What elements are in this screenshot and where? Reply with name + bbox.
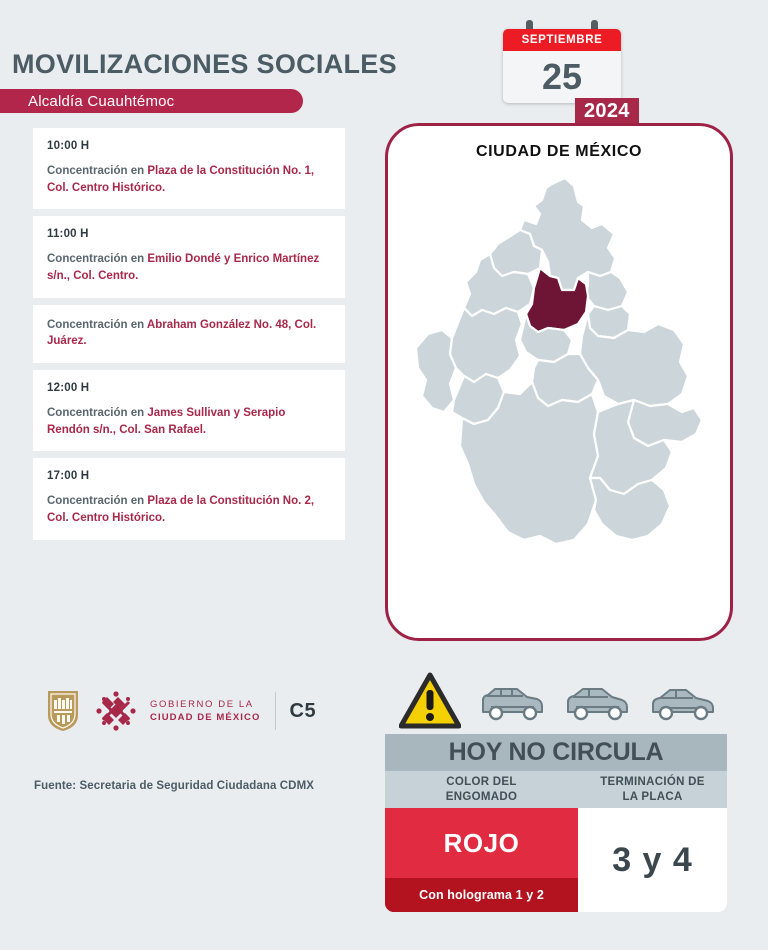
borough-venustiano-carranza — [586, 272, 628, 310]
borough-alvaro-obregon — [450, 308, 522, 382]
event-description — [47, 405, 331, 438]
map-title: CIUDAD DE MÉXICO — [475, 143, 643, 160]
hnc-column-headers — [385, 771, 727, 808]
hnc-holograma: Con holograma 1 y 2 — [385, 878, 578, 912]
hnc-values — [385, 808, 727, 912]
page-title: MOVILIZACIONES SOCIALES — [12, 49, 397, 79]
event-card — [33, 216, 345, 297]
event-location: James Sullivan y Serapio Rendón s/n., Col. San Rafael. — [47, 407, 286, 436]
cdmx-map — [402, 172, 716, 622]
event-card — [33, 370, 345, 451]
alcaldia-label: Alcaldía Cuauhtémoc — [28, 92, 175, 110]
calendar-widget — [503, 20, 630, 122]
alcaldia-badge — [0, 89, 303, 113]
event-prefix: Concentración en — [47, 407, 148, 420]
gobierno-line2: CIUDAD DE MÉXICO — [150, 712, 261, 723]
event-prefix: Concentración en — [47, 165, 148, 177]
event-location: Emilio Dondé y Enrico Martínez s/n., Col. Centro. — [47, 253, 320, 283]
borough-cuajimalpa — [416, 330, 456, 412]
hnc-color-name: ROJO — [443, 827, 520, 858]
event-location: Plaza de la Constitución No. 1, Col. Centro Histórico. — [47, 165, 315, 194]
event-time: 17:00 H — [47, 470, 90, 483]
event-list — [33, 128, 345, 547]
event-description — [47, 317, 331, 350]
gobierno-text — [150, 698, 261, 725]
event-prefix: Concentración en — [47, 495, 148, 508]
event-time: 11:00 H — [47, 228, 89, 241]
event-time: 12:00 H — [47, 382, 90, 395]
event-time: 10:00 H — [47, 140, 90, 152]
calendar-body — [503, 29, 621, 103]
borough-gustavo-a-madero — [520, 178, 615, 290]
hoy-no-circula-panel — [385, 672, 727, 912]
event-card — [33, 305, 345, 363]
hnc-color-cell — [385, 808, 578, 912]
event-location: Abraham González No. 48, Col. Juárez. — [47, 318, 317, 348]
event-description — [47, 251, 331, 284]
borough-cuauhtemoc-highlighted — [526, 268, 588, 332]
calendar-year: 2024 — [575, 98, 639, 126]
cdmx-shield-icon — [46, 689, 80, 733]
footer-logos — [46, 688, 316, 734]
hnc-color-header-l2: ENGOMADO — [445, 790, 518, 803]
event-location: Plaza de la Constitución No. 2, Col. Centro Histórico. — [47, 495, 315, 525]
event-card — [33, 128, 345, 209]
event-card — [33, 458, 345, 539]
hnc-plate-cell: 3 y 4 — [578, 808, 727, 912]
hnc-banner — [385, 734, 727, 771]
hnc-plate-header-l1: TERMINACIÓN DE — [600, 776, 705, 789]
hnc-plate-header — [578, 771, 727, 808]
source-text: Fuente: Secretaria de Seguridad Ciudadana CDMX — [34, 780, 315, 792]
map-panel — [385, 123, 733, 641]
event-description — [47, 493, 331, 526]
hnc-color-header-l1: COLOR DEL — [446, 776, 517, 789]
event-prefix: Concentración en — [47, 318, 147, 331]
event-description — [47, 163, 331, 196]
hnc-plate-header-l2: LA PLACA — [622, 790, 683, 803]
hnc-banner-text: HOY NO CIRCULA — [448, 738, 664, 766]
hnc-color-header — [385, 771, 578, 808]
borough-tlahuac — [628, 400, 702, 446]
logo-divider — [275, 692, 276, 730]
event-prefix: Concentración en — [47, 253, 148, 266]
car-sedan-icon — [650, 686, 716, 722]
warning-triangle-icon — [399, 672, 461, 730]
car-suv-icon — [479, 686, 545, 722]
hnc-icon-row — [385, 672, 727, 734]
c5-logo: C5 — [289, 699, 317, 722]
gobierno-line1: GOBIERNO DE LA — [150, 698, 254, 710]
car-hatchback-icon — [565, 686, 631, 722]
calendar-month: SEPTIEMBRE — [503, 29, 621, 51]
calendar-day: 25 — [541, 56, 583, 97]
cdmx-logo-icon — [93, 688, 139, 734]
